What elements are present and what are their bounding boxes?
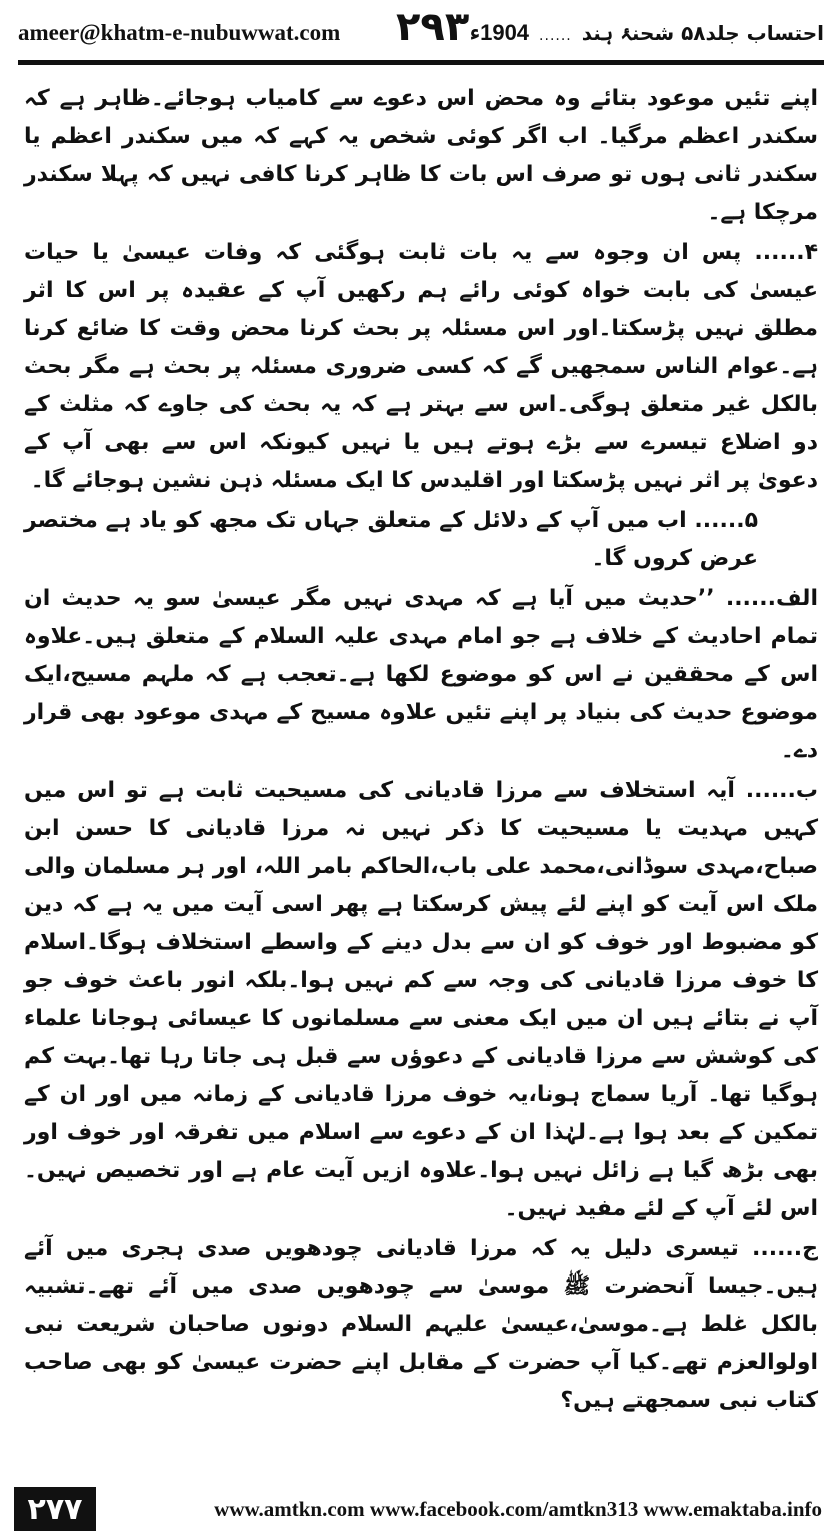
header-title-block <box>470 20 824 46</box>
paragraph-alif: الف...... ’’حدیث میں آیا ہے کہ مہدی نہیں مگر عیسیٰ سو یہ حدیث ان تمام احادیث کے خلاف ہے جو امام مہدی علیہ السلام کے متعلق ہیں۔علاوہ اس کے محققین نے اس کو موضوع لکھا ہے۔تعجب ہے کہ ملہم مسیح،ایک موضوع حدیث کی بنیاد پر اپنے تئیں علاوہ مسیح کے مہدی موعود بھی قرار دے۔ <box>24 586 818 763</box>
paragraph-3: ۵...... اب میں آپ کے دلائل کے متعلق جہاں تک مجھ کو یاد ہے مختصر عرض کروں گا۔ <box>24 508 758 571</box>
body-text <box>24 80 818 1475</box>
header-page-number: ۲۹۳ <box>396 4 470 50</box>
header-divider <box>18 60 824 65</box>
paragraph-bay: ب...... آیہ استخلاف سے مرزا قادیانی کی مسیحیت ثابت ہے تو اس میں کہیں مہدیت یا مسیحیت کا ذکر نہیں نہ مرزا قادیانی کا حسن ابن صباح،مہدی سوڈانی،محمد علی باب،الحاکم بامر اللہ، اور ہر مسلمان والی ملک اس آیت کو اپنے لئے پیش کرسکتا ہے پھر اسی آیت میں یہ ہے کہ دین کو مضبوط اور خوف کو ان سے بدل دینے کے واسطے استخلاف ہوگا۔اسلام کا خوف مرزا قادیانی کی وجہ سے کم نہیں ہوا۔بلکہ انور باعث خوف جو آپ نے بتائے ہیں ان میں ایک معنی سے مسلمانوں کا عیسائی ہوجانا علماء کی کوشش سے مرزا قادیانی کے دعوؤں سے قبل ہی جاتا رہا تھا۔بہت کم ہوگیا تھا۔ آریا سماج ہونا،یہ خوف مرزا قادیانی کے زمانہ میں اور ان کے تمکین کے بعد ہوا ہے۔لہٰذا ان کے دعوے سے اسلام میں تفرقہ اور خوف اور بھی بڑھ گیا ہے زائل نہیں ہوا۔علاوہ ازیں آیت عام ہے اور تخصیص نہیں۔اس لئے آپ کے لئے مفید نہیں۔ <box>24 778 818 1221</box>
paragraph-1: اپنے تئیں موعود بتائے وہ محض اس دعوے سے کامیاب ہوجائے۔ظاہر ہے کہ سکندر اعظم مرگیا۔ اب اگر کوئی شخص یہ کہے کہ میں سکندر اعظم یا سکندر ثانی ہوں تو صرف اس بات کا ظاہر کرنا کافی نہیں کہ پہلا سکندر مرچکا ہے۔ <box>24 86 818 225</box>
footer-links[interactable]: www.amtkn.com www.facebook.com/amtkn313 www.emaktaba.info <box>214 1496 822 1521</box>
footer-page-number: ۲۷۷ <box>14 1487 96 1531</box>
page-header <box>18 4 824 58</box>
header-dots: ...... <box>539 28 572 44</box>
header-email[interactable]: ameer@khatm-e-nubuwwat.com <box>18 20 341 45</box>
paragraph-2: ۴...... پس ان وجوہ سے یہ بات ثابت ہوگئی کہ وفات عیسیٰ یا حیات عیسیٰ کی بابت خواہ کوئی رائے ہم رکھیں آپ کے عقیدہ پر اس کا اثر مطلق نہیں پڑسکتا۔اور اس مسئلہ پر بحث کرنا محض وقت کا ضائع کرنا ہے۔عوام الناس سمجھیں گے کہ کسی ضروری مسئلہ پر بحث ہے مگر بحث بالکل غیر متعلق ہوگی۔اس سے بہتر ہے کہ یہ بحث کی جاوے کہ مثلث کے دو اضلاع تیسرے سے بڑے ہوتے ہیں یا نہیں کیونکہ اس سے بھی آپ کے دعویٰ پر اثر نہیں پڑسکتا اور اقلیدس کا ایک مسئلہ ذہن نشین ہوجائے گا۔ <box>24 240 818 493</box>
page-footer <box>14 1484 826 1534</box>
header-year: 1904ء <box>469 20 530 45</box>
header-title: احتساب جلد۵۸ شحنۂ ہند <box>581 21 824 45</box>
paragraph-jeem: ج...... تیسری دلیل یہ کہ مرزا قادیانی چودھویں صدی ہجری میں آئے ہیں۔جیسا آنحضرت ﷺ موسیٰ سے چودھویں صدی میں آئے تھے۔تشبیہ بالکل غلط ہے۔موسیٰ،عیسیٰ علیہم السلام دونوں صاحبان شریعت نبی اولوالعزم تھے۔کیا آپ حضرت کے مقابل اپنے حضرت عیسیٰ کو بھی صاحب کتاب نبی سمجھتے ہیں؟ <box>24 1236 818 1413</box>
